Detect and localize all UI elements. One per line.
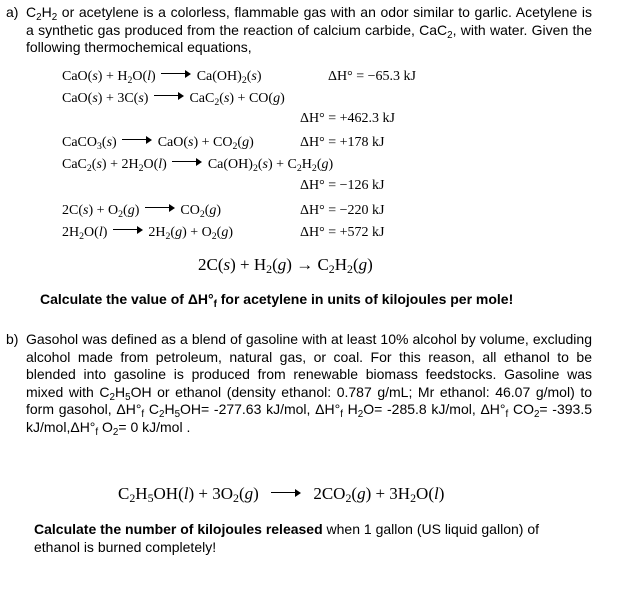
equation-2-lhs: CaO(s) + 3C(s) <box>62 91 149 106</box>
part-b-question-rest: when 1 gallon (US liquid gallon) of ethanol is burned completely! <box>34 521 539 555</box>
equation-3-rhs: $CaO(s) + CO_2(g)$ <box>157 135 254 152</box>
equation-5-rhs: $CO_2(g)$ <box>180 203 222 220</box>
part-a-intro-text: $C_2H_2$ or acetylene is a colorless, flammable gas with an odor similar to garlic. Acetylene is a synthetic gas produced from the reaction of calcium carbide, CaC$_2$, with water. Given the following thermochemical equations, <box>26 4 592 55</box>
equation-6-rhs: $2H_2(g) + O_2(g)$ <box>148 225 233 242</box>
equation-1-lhs: $CaO(s) + H_2O(l)$ <box>62 69 156 86</box>
equation-3 <box>62 135 254 151</box>
reaction-arrow-icon <box>113 225 143 235</box>
part-b-intro <box>6 331 592 436</box>
part-b-label: b) <box>6 331 19 347</box>
part-a-question: Calculate the value of $\Delta H^\circ_f$ for acetylene in units of kilojoules per mole! <box>40 291 514 310</box>
equation-6 <box>62 225 233 241</box>
part-b-intro-text: Gasohol was defined as a blend of gasoline with at least 10% alcohol by volume, excluding alcohol made from petroleum, natural gas, or coal. For this reason, all ethanol to be blended into gasoline is produced from renewable biomass feedstocks. Gasoline was mixed with $C_2H_5OH$ or ethanol (density ethanol: 0.787 g/mL; Mr ethanol: 46.07 g/mol) to form gasohol, $\Delta H^\circ_f$ $C_2H_5OH= -277.63$ kJ/mol, $\Delta H^\circ_f$ $H_2O= -285.8$ kJ/mol, $\Delta H^\circ_f$ $CO_2= -393.5$ $kJ/mol,\Delta H^\circ_f$ $O_2= 0$ kJ/mol . <box>26 331 593 438</box>
reaction-arrow-icon <box>145 203 175 213</box>
equation-2 <box>62 91 285 107</box>
equation-6-lhs: $2H_2O(l)$ <box>62 225 108 242</box>
reaction-arrow-icon <box>154 91 184 101</box>
part-b-question <box>34 521 574 556</box>
equation-5 <box>62 203 221 219</box>
equation-6-enthalpy: ΔH° = +572 kJ <box>300 225 385 240</box>
equation-4-rhs: $Ca(OH)_2(s) + C_2H_2(g)$ <box>207 157 334 174</box>
reaction-arrow-icon <box>161 69 191 79</box>
equation-4-enthalpy: ΔH° = −126 kJ <box>300 178 385 193</box>
reaction-arrow-icon <box>172 157 202 167</box>
target-reaction: $2C(s) + H_2(g) \to C_2H_2(g)$ <box>198 255 373 276</box>
equation-1-rhs: $Ca(OH)_2(s)$ <box>196 69 262 86</box>
combustion-equation-lhs: $C_2H_5OH(l) + 3O_2(g)$ <box>118 484 259 505</box>
reaction-arrow-icon <box>122 135 152 145</box>
part-b-question-bold: Calculate the number of kilojoules released <box>34 521 323 537</box>
equation-4-lhs: $CaC_2(s) + 2H_2O(l)$ <box>62 157 167 174</box>
combustion-equation-rhs: $2CO_2(g) + 3H_2O(l)$ <box>313 484 445 505</box>
reaction-arrow-icon <box>271 488 301 498</box>
part-a-intro <box>6 4 592 57</box>
equation-1-enthalpy: ΔH° = −65.3 kJ <box>328 69 416 84</box>
equation-5-lhs: $2C(s) + O_2(g)$ <box>62 203 140 220</box>
part-a-label: a) <box>6 4 19 20</box>
equation-5-enthalpy: ΔH° = −220 kJ <box>300 203 385 218</box>
combustion-equation <box>118 484 444 504</box>
equation-2-rhs: CaC$_2$(s) + CO(g) <box>189 91 285 108</box>
equation-4 <box>62 157 333 173</box>
equation-2-enthalpy: ΔH° = +462.3 kJ <box>300 111 395 126</box>
equation-1 <box>62 69 262 85</box>
equation-3-enthalpy: ΔH° = +178 kJ <box>300 135 385 150</box>
equation-3-lhs: CaCO$_3$(s) <box>62 135 117 152</box>
